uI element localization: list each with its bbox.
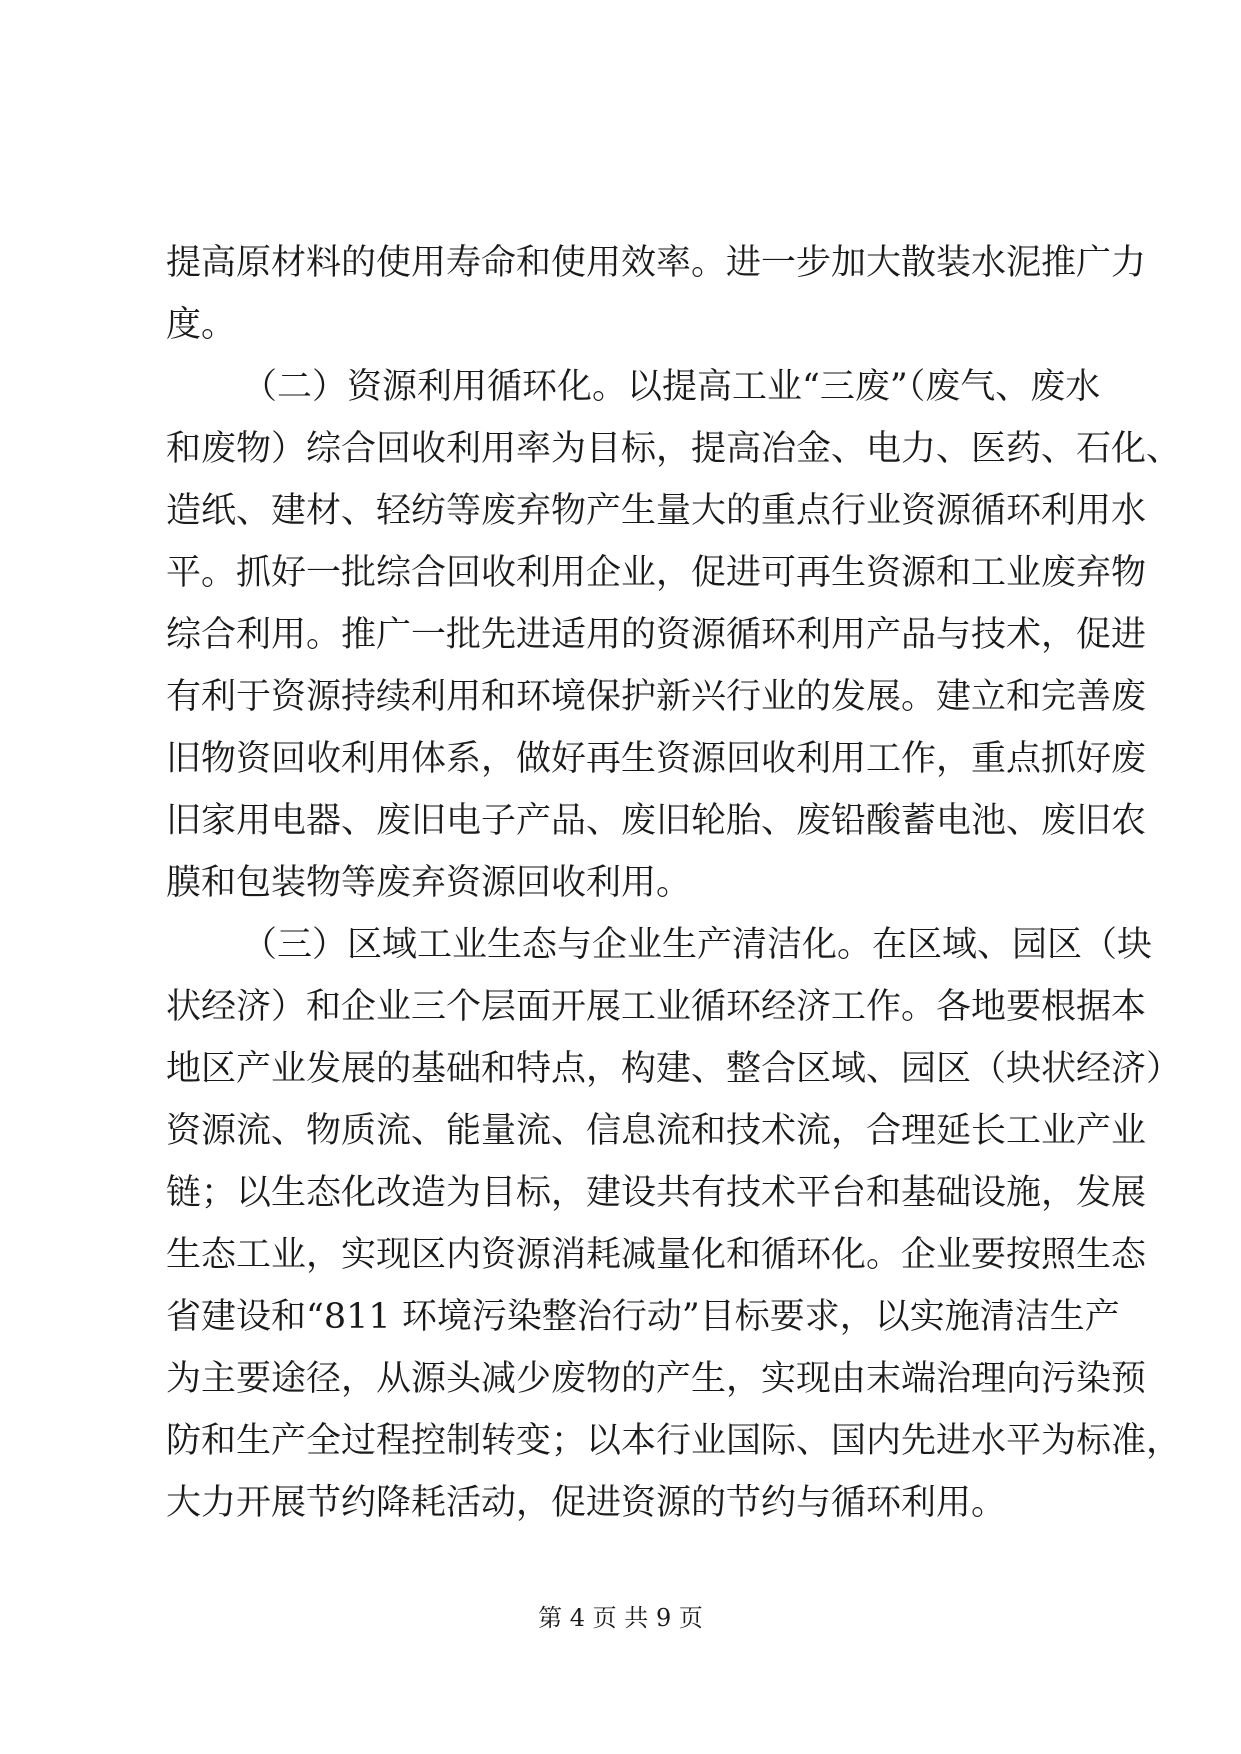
text-line: 造纸、建材、轻纺等废弃物产生量大的重点行业资源循环利用水 (166, 491, 1147, 531)
text-line: 旧家用电器、废旧电子产品、废旧轮胎、废铅酸蓄电池、废旧农 (166, 801, 1147, 841)
text-line: 平。抓好一批综合回收利用企业，促进可再生资源和工业废弃物 (166, 553, 1147, 593)
page-footer: 第 4 页 共 9 页 (538, 1604, 703, 1632)
text-line: 省建设和“811 环境污染整治行动”目标要求，以实施清洁生产 (166, 1297, 1120, 1337)
text-line: 旧物资回收利用体系，做好再生资源回收利用工作，重点抓好废 (166, 739, 1147, 779)
text-line: 和废物）综合回收利用率为目标，提高冶金、电力、医药、石化、 (166, 429, 1182, 469)
text-line: （二）资源利用循环化。以提高工业“三废”（废气、废水 (242, 367, 1101, 407)
text-line: 状经济）和企业三个层面开展工业循环经济工作。各地要根据本 (166, 987, 1147, 1027)
text-line: 资源流、物质流、能量流、信息流和技术流，合理延长工业产业 (166, 1111, 1147, 1151)
text-line: 提高原材料的使用寿命和使用效率。进一步加大散装水泥推广力 (166, 243, 1147, 283)
paragraph (166, 914, 1182, 1534)
text-line: 有利于资源持续利用和环境保护新兴行业的发展。建立和完善废 (166, 677, 1147, 717)
text-line: 地区产业发展的基础和特点，构建、整合区域、园区（块状经济） (166, 1049, 1182, 1089)
text-line: 生态工业，实现区内资源消耗减量化和循环化。企业要按照生态 (166, 1235, 1147, 1275)
text-line: 大力开展节约降耗活动，促进资源的节约与循环利用。 (166, 1483, 1007, 1523)
text-line: 膜和包装物等废弃资源回收利用。 (166, 863, 692, 903)
text-line: （三）区域工业生态与企业生产清洁化。在区域、园区（块 (242, 925, 1153, 965)
paragraph (166, 356, 1182, 914)
paragraph (166, 232, 1147, 356)
text-line: 链；以生态化改造为目标，建设共有技术平台和基础设施，发展 (166, 1173, 1147, 1213)
text-line: 综合利用。推广一批先进适用的资源循环利用产品与技术，促进 (166, 615, 1147, 655)
text-line: 为主要途径，从源头减少废物的产生，实现由末端治理向污染预 (166, 1359, 1147, 1399)
text-line: 防和生产全过程控制转变；以本行业国际、国内先进水平为标准， (166, 1421, 1182, 1461)
text-line: 度。 (166, 305, 237, 345)
document-body (166, 232, 1182, 1534)
